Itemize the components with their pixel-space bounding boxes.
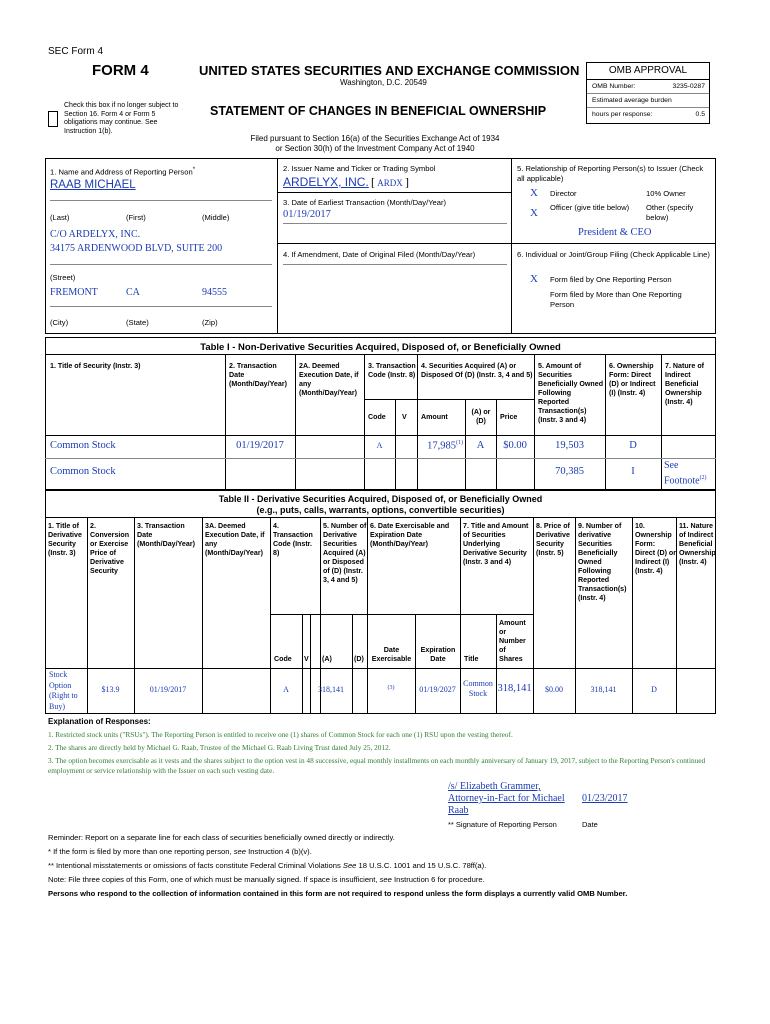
state-label: (State) bbox=[126, 318, 149, 327]
deriv-row-deriv-price: $0.00 bbox=[545, 685, 563, 694]
omb-title: OMB APPROVAL bbox=[608, 65, 688, 76]
deriv-row-exercisable: (3) bbox=[387, 685, 395, 691]
deriv-row-owned: 318,141 bbox=[590, 685, 617, 694]
t2-code-subheader: Code bbox=[274, 655, 292, 663]
issuer-ticker: ARDX bbox=[377, 178, 403, 188]
section6-label: 6. Individual or Joint/Group Filing (Check Applicable Line) bbox=[517, 250, 710, 259]
zip-label: (Zip) bbox=[202, 318, 218, 327]
table-row-form: I bbox=[631, 466, 635, 477]
issuer-name-ticker: ARDELYX, INC. [ ARDX ] bbox=[283, 175, 410, 189]
street-label: (Street) bbox=[50, 273, 76, 282]
t2-col8-header: 8. Price of Derivative Security (Instr. 5) bbox=[536, 522, 570, 557]
signature-date-label: Date bbox=[582, 820, 598, 829]
t2-col2-header: 2. Conversion or Exercise Price of Derivative Security bbox=[90, 522, 130, 575]
state-value: CA bbox=[126, 287, 140, 298]
ten-percent-owner-label: 10% Owner bbox=[646, 189, 686, 198]
last-label: (Last) bbox=[50, 213, 70, 222]
one-reporting-person-label: Form filed by One Reporting Person bbox=[550, 275, 672, 284]
omb-approval-box bbox=[586, 62, 710, 124]
filed-pursuant-line2: or Section 30(h) of the Investment Company Act of 1940 bbox=[275, 144, 475, 153]
form-title: FORM 4 bbox=[92, 62, 149, 79]
misstatement-note: ** Intentional misstatements or omissions of facts constitute Federal Criminal Violations See 18 U.S.C. 1001 and 15 U.S.C. 78ff(a). bbox=[48, 861, 487, 870]
table2-subtitle: (e.g., puts, calls, warrants, options, convertible securities) bbox=[256, 505, 505, 515]
city-label: (City) bbox=[50, 318, 69, 327]
t1-v-subheader: V bbox=[402, 413, 407, 421]
officer-label: Officer (give title below) bbox=[550, 203, 630, 212]
other-label: Other (specify below) bbox=[646, 203, 694, 222]
signature-label: ** Signature of Reporting Person bbox=[448, 820, 557, 829]
t1-col3-header: 3. Transaction Code (Instr. 8) bbox=[368, 362, 416, 379]
officer-check[interactable]: X bbox=[530, 207, 538, 219]
director-check[interactable]: X bbox=[530, 187, 538, 199]
middle-label: (Middle) bbox=[202, 213, 230, 222]
table-row-owned: 19,503 bbox=[555, 440, 584, 451]
signature-date: 01/23/2017 bbox=[582, 793, 628, 804]
deriv-row-expiration: 01/19/2027 bbox=[419, 685, 456, 694]
copies-note: Note: File three copies of this Form, one of which must be manually signed. If space is insufficient, see Instruction 6 for procedure. bbox=[48, 875, 485, 884]
signature-text[interactable]: /s/ Elizabeth Grammer, Attorney-in-Fact for Michael Raab bbox=[448, 781, 565, 816]
table-row-title: Common Stock bbox=[50, 466, 116, 477]
city-value: FREMONT bbox=[50, 287, 98, 298]
omb-number-value: 3235-0287 bbox=[672, 83, 705, 90]
t2-col10-header: 10. Ownership Form: Direct (D) or Indirect (I) (Instr. 4) bbox=[635, 522, 676, 575]
deriv-row-shares: 318,141 bbox=[497, 683, 532, 694]
reminder-note: Reminder: Report on a separate line for each class of securities beneficially owned directly or indirectly. bbox=[48, 833, 395, 842]
footnote-1: 1. Restricted stock units ("RSUs"). The Reporting Person is entitled to receive one (1) shares of Common Stock for each one (1) RSU upon the vesting thereof. bbox=[48, 730, 513, 739]
omb-hours-label: hours per response: bbox=[592, 111, 653, 118]
commission-title: UNITED STATES SECURITIES AND EXCHANGE COMMISSION bbox=[199, 63, 580, 78]
t2-col11-header: 11. Nature of Indirect Beneficial Ownership (Instr. 4) bbox=[679, 522, 716, 566]
earliest-transaction-date: 01/19/2017 bbox=[283, 209, 331, 220]
section16-checkbox-label: Check this box if no longer subject to Section 16. Form 4 or Form 5 obligations may continue. See Instruction 1(b). bbox=[64, 102, 179, 135]
t1-col5-header: 5. Amount of Securities Beneficially Owned Following Reported Transaction(s) (Instr. 3 and 4) bbox=[538, 362, 604, 424]
director-label: Director bbox=[550, 189, 577, 198]
table-row-ad: A bbox=[476, 440, 485, 451]
footnote-2: 2. The shares are directly held by Michael G. Raab, Trustee of the Michael G. Raab Living Trust dated July 25, 2012. bbox=[48, 743, 391, 752]
section5-label: 5. Relationship of Reporting Person(s) to Issuer (Check all applicable) bbox=[517, 164, 704, 183]
t2-col3-header: 3. Transaction Date (Month/Day/Year) bbox=[137, 522, 195, 548]
table-row-price: $0.00 bbox=[503, 440, 527, 451]
t2-d-subheader: (D) bbox=[354, 655, 364, 663]
address-line1: C/O ARDELYX, INC. bbox=[50, 229, 141, 240]
officer-title: President & CEO bbox=[578, 227, 652, 238]
t2-col1-header: 1. Title of Derivative Security (Instr. 3) bbox=[48, 522, 82, 557]
commission-city: Washington, D.C. 20549 bbox=[340, 78, 427, 87]
section4-label: 4. If Amendment, Date of Original Filed (Month/Day/Year) bbox=[283, 250, 476, 259]
section3-label: 3. Date of Earliest Transaction (Month/Day/Year) bbox=[283, 198, 447, 207]
table2-title: Table II - Derivative Securities Acquired, Disposed of, or Beneficially Owned bbox=[218, 494, 543, 504]
multi-person-note: * If the form is filed by more than one reporting person, see Instruction 4 (b)(v). bbox=[48, 847, 312, 856]
filed-pursuant-line1: Filed pursuant to Section 16(a) of the Securities Exchange Act of 1934 bbox=[250, 134, 500, 143]
omb-note: Persons who respond to the collection of information contained in this form are not required to respond unless the form displays a currently valid OMB Number. bbox=[48, 889, 628, 898]
table-row-date: 01/19/2017 bbox=[236, 440, 284, 451]
address-line2: 34175 ARDENWOOD BLVD, SUITE 200 bbox=[50, 243, 223, 254]
explanation-title: Explanation of Responses: bbox=[48, 717, 151, 726]
first-label: (First) bbox=[126, 213, 146, 222]
t1-price-subheader: Price bbox=[500, 413, 518, 421]
deriv-row-underlying-title: Common Stock bbox=[463, 679, 493, 698]
deriv-row-title: Stock Option (Right to Buy) bbox=[49, 670, 78, 711]
table-row-amount: 17,985$^{(1)}$ bbox=[427, 440, 463, 452]
zip-value: 94555 bbox=[202, 287, 227, 298]
issuer-name[interactable]: ARDELYX, INC. bbox=[283, 175, 369, 189]
omb-burden-label: Estimated average burden bbox=[592, 97, 672, 104]
footnote-3: 3. The option becomes exercisable as it vests and the shares subject to the option vest in 48 successive, equal monthly installments on each monthly anniversary of January 19, 2017, subject to the Reporting Person's continued employment or service relationship with the Issuer on each such vesting date. bbox=[48, 756, 706, 775]
t1-col2a-header: 2A. Deemed Execution Date, if any (Month/Day/Year) bbox=[299, 362, 359, 397]
t1-ad-subheader: (A) or (D) bbox=[471, 408, 491, 425]
t1-col6-header: 6. Ownership Form: Direct (D) or Indirect (I) (Instr. 4) bbox=[609, 362, 656, 397]
t2-col4-header: 4. Transaction Code (Instr. 8) bbox=[273, 522, 313, 557]
t2-col7-header: 7. Title and Amount of Securities Underlying Derivative Security (Instr. 3 and 4) bbox=[463, 522, 529, 566]
deriv-row-form: D bbox=[651, 685, 657, 694]
t1-amount-subheader: Amount bbox=[421, 413, 448, 421]
t2-a-subheader: (A) bbox=[322, 655, 332, 663]
deriv-row-a: 318,141 bbox=[318, 685, 344, 694]
deriv-row-code: A bbox=[283, 685, 289, 694]
deriv-row-date: 01/19/2017 bbox=[149, 685, 187, 694]
t2-col5-header: 5. Number of Derivative Securities Acquired (A) or Disposed of (D) (Instr. 3, 4 and 5) bbox=[323, 522, 367, 584]
section16-checkbox[interactable] bbox=[48, 111, 58, 127]
t2-shares-subheader: Amount or Number of Shares bbox=[499, 619, 526, 663]
t2-v-subheader: V bbox=[304, 655, 309, 663]
more-reporting-persons-label: Form filed by More than One Reporting Person bbox=[550, 290, 682, 309]
reporting-person-name[interactable]: RAAB MICHAEL bbox=[50, 179, 136, 191]
section1-label: 1. Name and Address of Reporting Person* bbox=[50, 167, 196, 177]
t1-col7-header: 7. Nature of Indirect Beneficial Ownership (Instr. 4) bbox=[665, 362, 705, 406]
t1-col2-header: 2. Transaction Date (Month/Day/Year) bbox=[229, 362, 287, 388]
table-row-nature: See Footnote$^{(2)}$ bbox=[664, 460, 707, 487]
omb-number-label: OMB Number: bbox=[592, 83, 636, 90]
sec-form-label: SEC Form 4 bbox=[48, 46, 104, 57]
t1-col1-header: 1. Title of Security (Instr. 3) bbox=[50, 362, 141, 370]
t2-col9-header: 9. Number of derivative Securities Beneficially Owned Following Reported Transaction(s) (Instr. 4) bbox=[578, 522, 627, 602]
t2-exercisable-subheader: Date Exercisable bbox=[371, 646, 412, 663]
table-row-form: D bbox=[629, 440, 637, 451]
t2-col3a-header: 3A. Deemed Execution Date, if any (Month/Day/Year) bbox=[205, 522, 265, 557]
t1-code-subheader: Code bbox=[368, 413, 386, 421]
section2-label: 2. Issuer Name and Ticker or Trading Symbol bbox=[283, 164, 436, 173]
omb-hours-value: 0.5 bbox=[695, 111, 705, 118]
table1-title: Table I - Non-Derivative Securities Acquired, Disposed of, or Beneficially Owned bbox=[200, 342, 561, 353]
t2-title-subheader: Title bbox=[464, 655, 479, 663]
t1-col4-header: 4. Securities Acquired (A) or Disposed Of (D) (Instr. 3, 4 and 5) bbox=[421, 362, 533, 379]
t2-col6-header: 6. Date Exercisable and Expiration Date (Month/Day/Year) bbox=[370, 522, 450, 548]
one-reporting-person-check[interactable]: X bbox=[530, 273, 538, 285]
table-row-code: A bbox=[376, 441, 383, 450]
table-row-title: Common Stock bbox=[50, 440, 116, 451]
statement-title: STATEMENT OF CHANGES IN BENEFICIAL OWNERSHIP bbox=[210, 104, 547, 118]
table-row-owned: 70,385 bbox=[555, 466, 584, 477]
t2-expiration-subheader: Expiration Date bbox=[420, 646, 456, 663]
deriv-row-price: $13.9 bbox=[101, 685, 120, 694]
